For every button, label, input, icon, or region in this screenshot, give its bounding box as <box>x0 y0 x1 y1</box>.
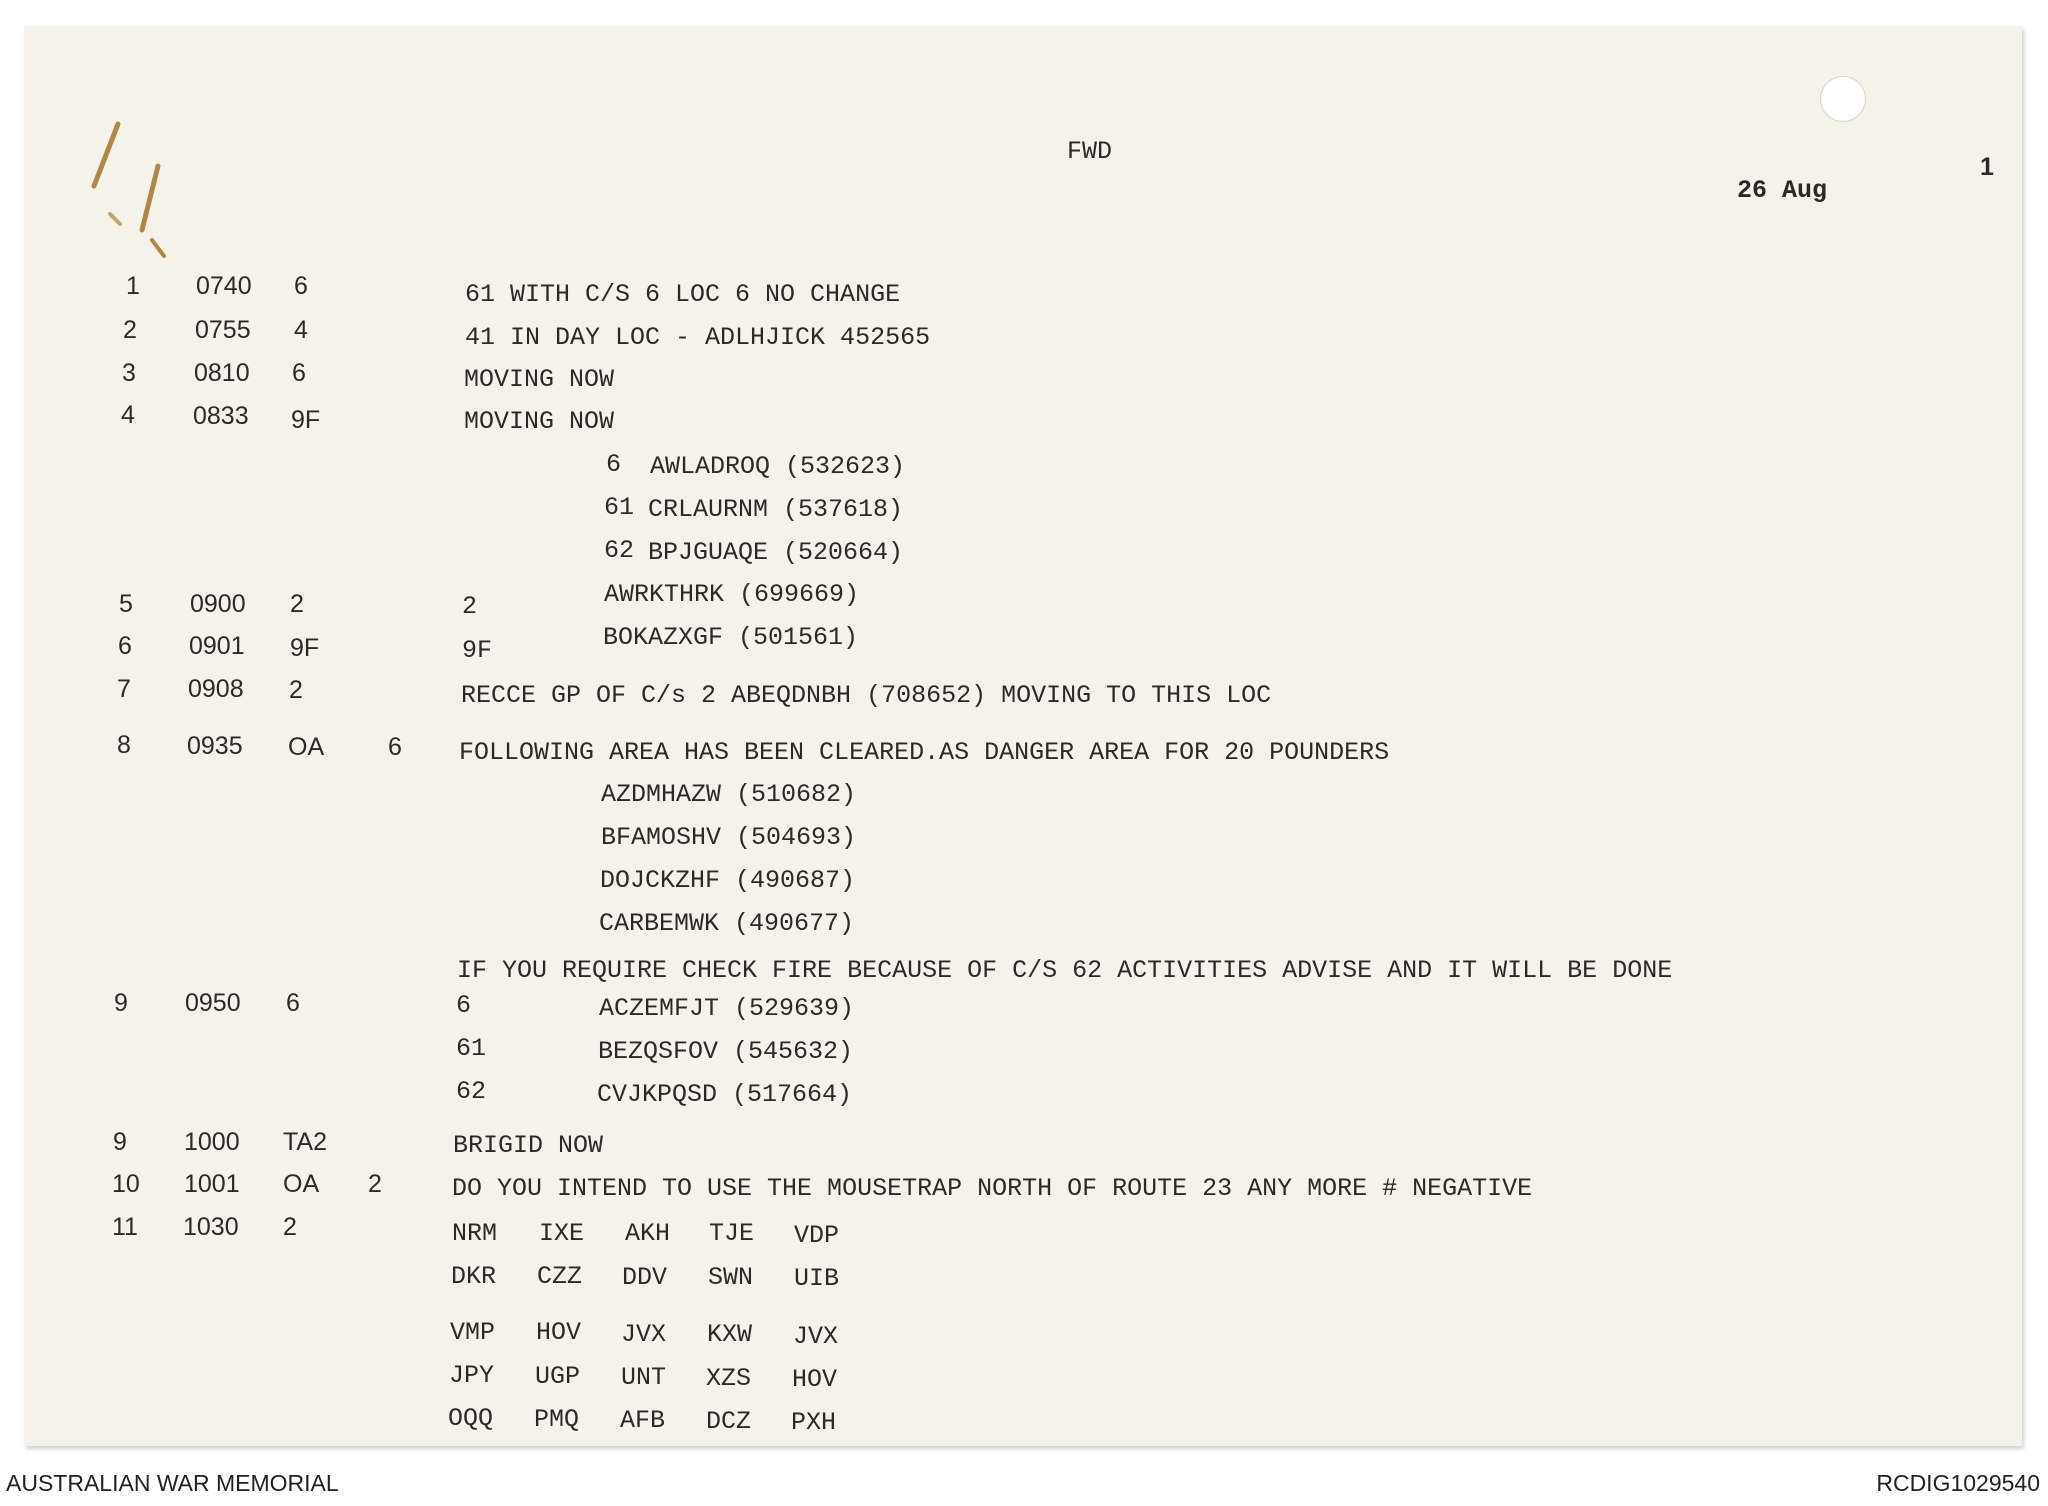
serial: 11 <box>112 1213 138 1241</box>
page-number: 1 <box>1980 153 1994 181</box>
code-group: OQQ <box>448 1404 494 1433</box>
code-group: JPY <box>449 1361 495 1390</box>
from: 9F <box>290 634 320 662</box>
serial: 5 <box>119 590 133 618</box>
location-ref: AZDMHAZW (510682) <box>601 780 857 809</box>
from: 2 <box>289 676 303 704</box>
time: 0740 <box>196 272 252 300</box>
from: 9F <box>291 406 321 434</box>
time: 0900 <box>190 590 246 618</box>
time: 0833 <box>193 402 249 430</box>
from: 2 <box>290 590 304 618</box>
message: 41 IN DAY LOC - ADLHJICK 452565 <box>465 323 931 352</box>
footer-source: AUSTRALIAN WAR MEMORIAL <box>6 1470 339 1496</box>
punch-hole <box>1820 76 1866 122</box>
location-ref: CVJKPQSD (517664) <box>597 1080 853 1109</box>
message: MOVING NOW <box>464 365 615 394</box>
log-sheet <box>24 26 2022 1446</box>
time: 0810 <box>194 359 250 387</box>
from: 2 <box>283 1213 297 1241</box>
code-group: HOV <box>792 1365 838 1394</box>
time: 1001 <box>184 1170 240 1198</box>
time: 0908 <box>188 675 244 703</box>
location-ref: BPJGUAQE (520664) <box>648 538 904 567</box>
code-group: VDP <box>794 1221 840 1250</box>
message-note: IF YOU REQUIRE CHECK FIRE BECAUSE OF C/S 62 ACTIVITIES ADVISE AND IT WILL BE DONE <box>457 956 1673 985</box>
serial: 4 <box>121 401 135 429</box>
code-group: JVX <box>793 1322 839 1351</box>
code-group: DKR <box>451 1262 497 1291</box>
code-group: AFB <box>620 1406 666 1435</box>
serial: 9 <box>113 1128 127 1156</box>
message: DO YOU INTEND TO USE THE MOUSETRAP NORTH OF ROUTE 23 ANY MORE # NEGATIVE <box>452 1174 1533 1203</box>
code-group: NRM <box>452 1219 498 1248</box>
from: 6 <box>292 359 306 387</box>
message: 9F <box>462 636 493 665</box>
code-group: PXH <box>791 1408 837 1437</box>
message: FOLLOWING AREA HAS BEEN CLEARED.AS DANGER AREA FOR 20 POUNDERS <box>459 738 1390 767</box>
location-ref: CRLAURNM (537618) <box>648 495 904 524</box>
staple-marks <box>80 110 210 300</box>
serial: 7 <box>117 675 131 703</box>
from: 6 <box>294 272 308 300</box>
code-group: UIB <box>794 1264 840 1293</box>
header-title: FWD <box>1067 137 1113 166</box>
code-group: HOV <box>536 1318 582 1347</box>
message: 2 <box>462 592 478 621</box>
code-group: TJE <box>709 1219 755 1248</box>
code-group: JVX <box>621 1320 667 1349</box>
location-ref: CARBEMWK (490677) <box>599 909 855 938</box>
code-group: XZS <box>706 1364 752 1393</box>
message: 6 <box>456 991 472 1020</box>
time: 0950 <box>185 989 241 1017</box>
location-ref: ACZEMFJT (529639) <box>599 994 855 1023</box>
code-group: KXW <box>707 1320 753 1349</box>
location-callsign: 62 <box>604 536 635 565</box>
from: OA <box>288 733 325 761</box>
message: BRIGID NOW <box>453 1131 604 1160</box>
time: 0901 <box>189 632 245 660</box>
from: TA2 <box>283 1128 327 1156</box>
location-ref: AWLADROQ (532623) <box>650 452 906 481</box>
code-group: PMQ <box>534 1405 580 1434</box>
code-group: CZZ <box>537 1262 583 1291</box>
location-callsign: 6 <box>606 450 622 479</box>
time: 0755 <box>195 316 251 344</box>
footer-id: RCDIG1029540 <box>1876 1470 2040 1496</box>
time: 1030 <box>183 1213 239 1241</box>
location-callsign: 61 <box>604 493 635 522</box>
header-date: 26 Aug <box>1737 176 1828 205</box>
message: 61 WITH C/S 6 LOC 6 NO CHANGE <box>465 280 901 309</box>
code-group: VMP <box>450 1318 496 1347</box>
serial: 10 <box>112 1170 140 1198</box>
code-group: DCZ <box>706 1407 752 1436</box>
location-ref: AWRKTHRK (699669) <box>604 580 860 609</box>
serial: 1 <box>126 272 140 300</box>
serial: 8 <box>117 731 131 759</box>
code-group: IXE <box>539 1219 585 1248</box>
from: 6 <box>286 989 300 1017</box>
serial: 3 <box>122 359 136 387</box>
serial: 6 <box>118 632 132 660</box>
code-group: DDV <box>622 1263 668 1292</box>
serial: 2 <box>123 316 137 344</box>
from: 4 <box>294 316 308 344</box>
location-ref: DOJCKZHF (490687) <box>600 866 856 895</box>
location-callsign: 61 <box>456 1034 487 1063</box>
message: RECCE GP OF C/s 2 ABEQDNBH (708652) MOVING TO THIS LOC <box>461 681 1272 710</box>
location-ref: BEZQSFOV (545632) <box>598 1037 854 1066</box>
code-group: AKH <box>625 1219 671 1248</box>
from: OA <box>283 1170 320 1198</box>
message: MOVING NOW <box>464 407 615 436</box>
code-group: UNT <box>621 1363 667 1392</box>
location-ref: BFAMOSHV (504693) <box>601 823 857 852</box>
location-callsign: 62 <box>456 1077 487 1106</box>
time: 0935 <box>187 732 243 760</box>
to: 6 <box>388 733 402 761</box>
code-group: UGP <box>535 1362 581 1391</box>
location-ref: BOKAZXGF (501561) <box>603 623 859 652</box>
to: 2 <box>368 1170 382 1198</box>
code-group: SWN <box>708 1263 754 1292</box>
serial: 9 <box>114 989 128 1017</box>
time: 1000 <box>184 1128 240 1156</box>
